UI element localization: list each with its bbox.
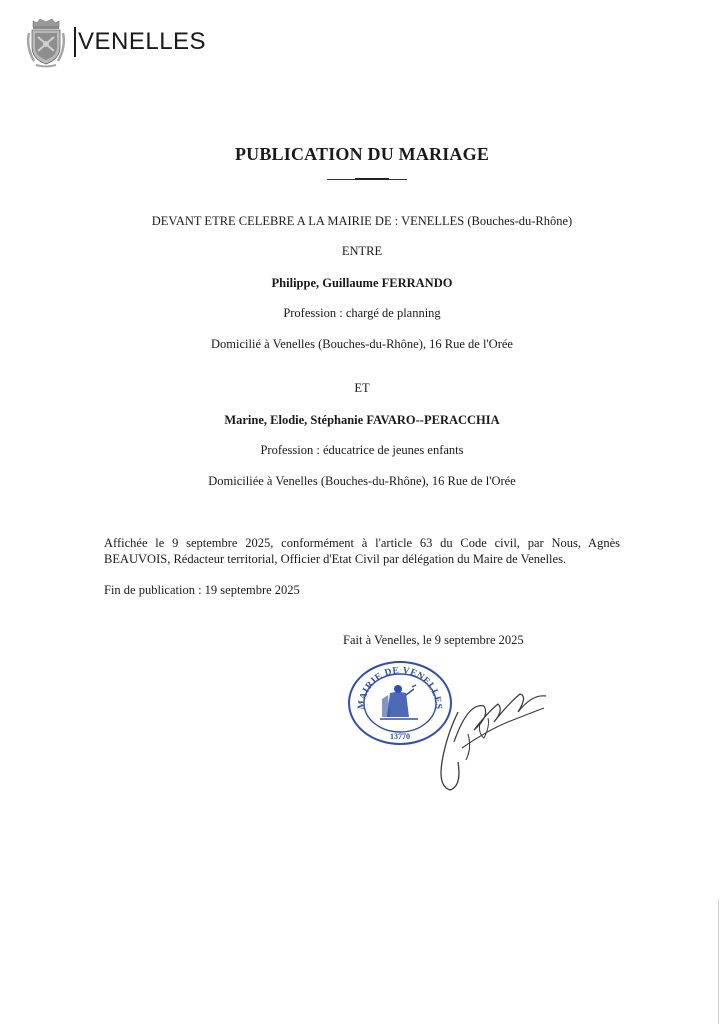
spouse2-profession: Profession : éducatrice de jeunes enfants bbox=[260, 443, 464, 457]
spouse1-name: Philippe, Guillaume FERRANDO bbox=[271, 276, 453, 290]
posted-notice: Affichée le 9 septembre 2025, conformément à l'article 63 du Code civil, par Nous, Agnès BEAUVOIS, Rédacteur territorial, Officier d'Etat Civil par délégation du Maire de Venelles. bbox=[104, 536, 620, 566]
spouse1-profession: Profession : chargé de planning bbox=[283, 306, 441, 320]
svg-text:MAIRIE DE VENELLES: MAIRIE DE VENELLES bbox=[356, 665, 444, 710]
spouse2-name: Marine, Elodie, Stéphanie FAVARO--PERACCHIA bbox=[224, 413, 500, 427]
end-of-publication: Fin de publication : 19 septembre 2025 bbox=[104, 583, 300, 597]
brand-divider bbox=[74, 27, 76, 57]
letterhead bbox=[24, 14, 206, 70]
page-edge bbox=[718, 900, 719, 1024]
between-label: ENTRE bbox=[341, 244, 383, 258]
brand-name: VENELLES bbox=[78, 28, 207, 55]
spouse2-domicile: Domiciliée à Venelles (Bouches-du-Rhône), 16 Rue de l'Orée bbox=[208, 474, 516, 488]
venue-line: DEVANT ETRE CELEBRE A LA MAIRIE DE : VENELLES (Bouches-du-Rhône) bbox=[151, 214, 573, 228]
spouse1-domicile: Domicilié à Venelles (Bouches-du-Rhône), 16 Rue de l'Orée bbox=[211, 337, 513, 351]
title-underline bbox=[327, 179, 407, 180]
signed-at: Fait à Venelles, le 9 septembre 2025 bbox=[343, 633, 524, 647]
handwritten-signature bbox=[428, 682, 548, 794]
municipal-crest-icon bbox=[24, 15, 68, 69]
and-label: ET bbox=[354, 381, 370, 395]
seal-postcode: 13770 bbox=[390, 732, 410, 741]
document-title: PUBLICATION DU MARIAGE bbox=[234, 144, 490, 164]
